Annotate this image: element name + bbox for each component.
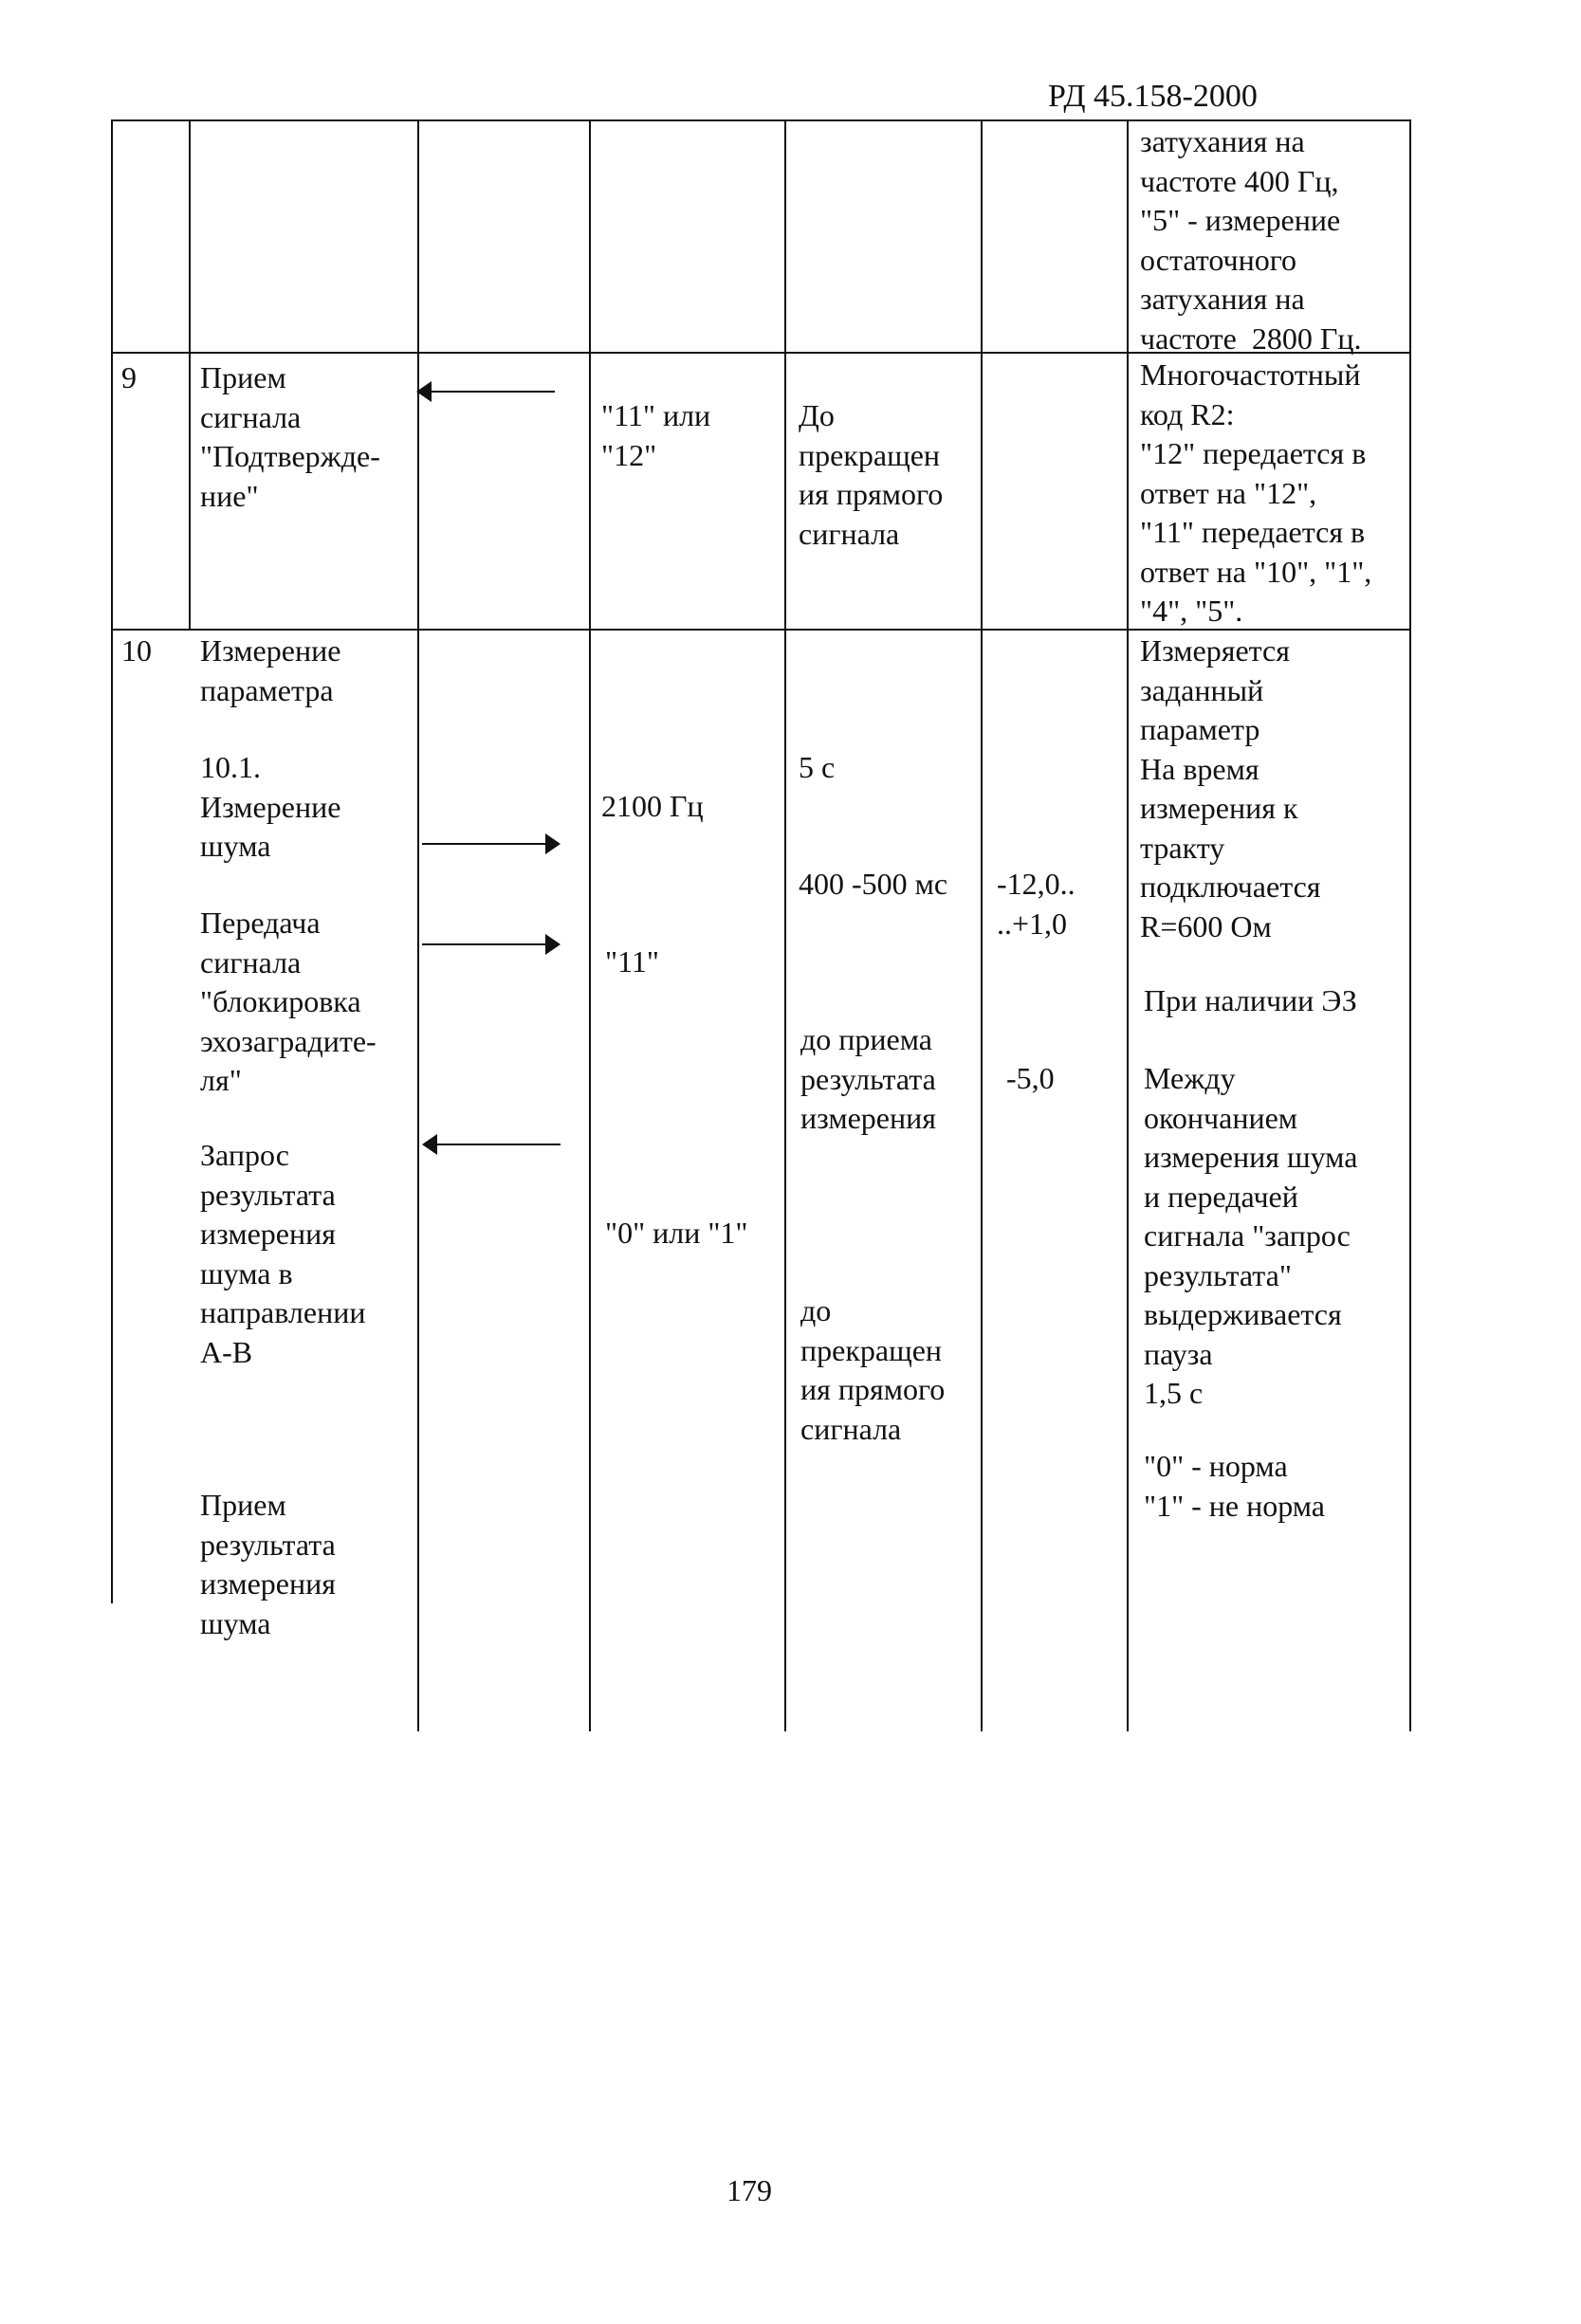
row10-signal-frequency: 2100 Гц	[601, 789, 704, 823]
row9-name: Прием сигнала "Подтвержде- ние"	[200, 360, 380, 513]
row10-name-receive: Прием результата измерения шума	[200, 1488, 336, 1640]
row9-left-arrow-icon	[414, 377, 557, 406]
row10-duration-1: 5 с	[799, 750, 836, 784]
row10-name-main: Измерение параметра	[200, 633, 341, 707]
row10-note-1: Измеряется заданный параметр На время измерения к тракту подключается R=600 Ом	[1140, 633, 1321, 943]
row10-left-arrow-icon	[420, 1130, 562, 1159]
row10-right-arrow-icon-2	[420, 930, 562, 959]
table-top-border	[111, 119, 1410, 121]
row10-number: 10	[121, 633, 152, 668]
column-divider-3	[589, 119, 591, 1731]
row10-name-request: Запрос результата измерения шума в направлении А-В	[200, 1138, 366, 1369]
document-code: РД 45.158-2000	[1048, 79, 1258, 114]
column-divider-5	[981, 119, 983, 1731]
row9-duration: До прекращен ия прямого сигнала	[799, 398, 944, 551]
page-number: 179	[726, 2173, 772, 2207]
row10-signal-0-or-1: "0" или "1"	[605, 1216, 748, 1250]
row10-note-2: При наличии ЭЗ	[1144, 983, 1357, 1017]
column-divider-1	[189, 119, 191, 629]
row10-name-sub: 10.1. Измерение шума	[200, 750, 341, 863]
table-left-border	[111, 119, 113, 1603]
row10-signal-11: "11"	[605, 944, 659, 979]
row10-name-block: Передача сигнала "блокировка эхозаградите- ля"	[200, 906, 377, 1097]
row10-duration-3: до приема результата измерения	[800, 1022, 936, 1135]
row10-duration-2: 400 -500 мс	[799, 867, 948, 901]
row10-level-2: -5,0	[1006, 1061, 1055, 1095]
row9-note: Многочастотный код R2: "12" передается в ответ на "12", "11" передается в ответ на "10", "1", "4", "5".	[1140, 357, 1372, 628]
column-divider-6	[1127, 119, 1129, 1731]
row9-signal: "11" или "12"	[601, 398, 711, 472]
row10-level-1: -12,0.. ..+1,0	[997, 867, 1075, 941]
row10-note-4: "0" - норма "1" - не норма	[1144, 1449, 1325, 1523]
row10-right-arrow-icon-1	[420, 830, 562, 858]
row10-note-3: Между окончанием измерения шума и передачей сигнала "запрос результата" выдерживается пауза 1,5 с	[1144, 1061, 1358, 1410]
row10-duration-4: до прекращен ия прямого сигнала	[800, 1293, 946, 1446]
row9-number: 9	[121, 360, 137, 394]
column-divider-2	[417, 119, 419, 1731]
table-right-border	[1409, 119, 1411, 1731]
cont-note: затухания на частоте 400 Гц, "5" - измерение остаточного затухания на частоте 2800 Гц.	[1140, 124, 1362, 356]
column-divider-4	[784, 119, 786, 1731]
